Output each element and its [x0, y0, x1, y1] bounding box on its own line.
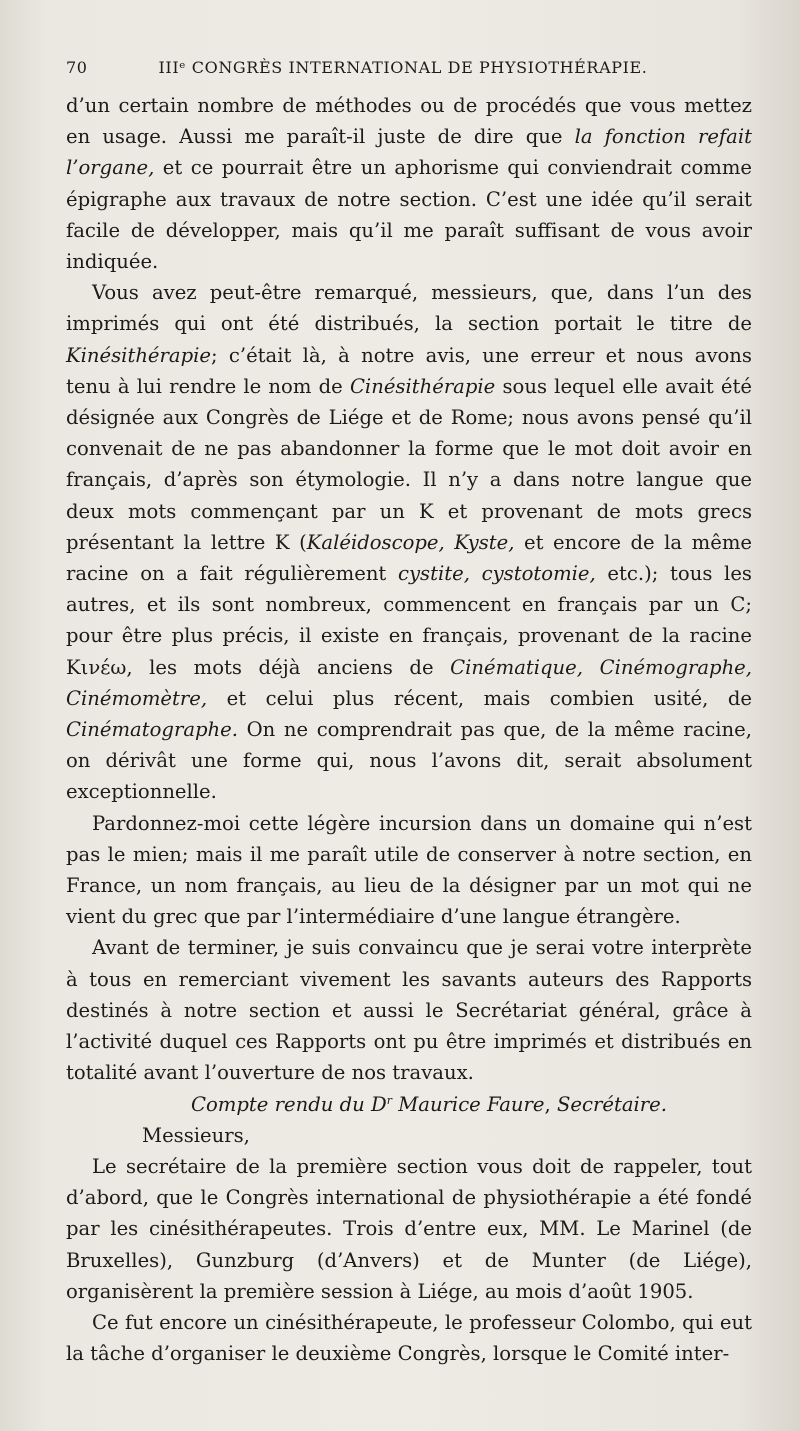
salutation: Messieurs, — [142, 1123, 250, 1147]
caption-text-a: Compte rendu du D — [191, 1092, 387, 1116]
p1-text-a: d’un certain nombre de méthodes ou de procédés que vous mettez en usage. Aussi me paraît-il juste de dire que — [66, 94, 752, 149]
p2-text-g: et encore de la même racine on a fait régulièrement — [66, 530, 752, 586]
paragraph-2 — [66, 277, 752, 807]
running-head — [66, 58, 740, 84]
paragraph-6: Ce fut encore un cinésithérapeute, le professeur Colombo, qui eut la tâche d’organiser le deuxième Congrès, lorsque le Comité inter- — [66, 1310, 752, 1366]
p2-text-k: et celui plus récent, mais combien usité, de — [207, 686, 752, 710]
p2-text-e: sous lequel elle avait été désignée aux Congrès de Liége et de Rome; nous avons pensé qu’il convenait de ne pas abandonner la forme que le mot doit avoir en français, d’après son étymologie. Il n’y a dans notre langue que deux mots commençant par un K et provenant de mots grecs présentant la lettre K ( — [66, 374, 752, 554]
caption-superscript: r — [386, 1093, 392, 1107]
p2-text-a: Vous avez peut-être remarqué, messieurs, que, dans l’un des imprimés qui ont été distribués, la section portait le titre de — [66, 281, 752, 336]
p1-text-c: et ce pourrait être un aphorisme qui conviendrait comme épigraphe aux travaux de notre section. C’est une idée qu’il serait facile de développer, mais qu’il me paraît suffisant de vous avoir indiquée. — [66, 156, 752, 274]
p2-text-i: etc.); tous les autres, et ils sont nombreux, commencent en français par un C; pour être plus précis, il existe en français, provenant de la racine Κινέω, les mots déjà anciens de — [66, 562, 752, 679]
page-number: 70 — [66, 58, 88, 77]
p2-italic-cine-words: Cinématique, Cinémographe, Cinémomètre, — [66, 655, 753, 710]
p2-italic-cinesitherapie: Cinésithérapie — [349, 374, 496, 398]
paragraph-3: Pardonnez-moi cette légère incursion dans un domaine qui n’est pas le mien; mais il me paraît utile de conserver à notre section, en France, un nom français, au lieu de la désigner par un mot qui ne vient du grec que par l’intermédiaire d’une langue étrangère. — [66, 811, 752, 929]
p2-text-m: On ne comprendrait pas que, de la même racine, on dérivât une forme qui, nous l’avons dit, serait absolument exceptionnelle. — [66, 718, 752, 804]
caption-role: Secrétaire. — [557, 1092, 667, 1116]
p2-italic-k-words: Kaléidoscope, Kyste, — [306, 530, 515, 554]
paragraph-5: Le secrétaire de la première section vous doit de rappeler, tout d’abord, que le Congrès international de physiothérapie a été fondé par les cinésithérapeutes. Trois d’entre eux, MM. Le Marinel (de Bruxelles), Gunzburg (d’Anvers) et de Munter (de Liége), organisèrent la première session à Liége, au mois d’août 1905. — [66, 1154, 752, 1303]
running-title: IIIᵉ CONGRÈS INTERNATIONAL DE PHYSIOTHÉRAPIE. — [158, 58, 648, 77]
section-caption — [66, 1089, 752, 1120]
p2-italic-kinesitherapie: Kinésithérapie — [66, 343, 211, 367]
p2-italic-cystite: cystite, cystotomie, — [398, 562, 596, 586]
caption-comma: , — [544, 1092, 557, 1116]
p1-italic-aphorism: la fonction refait l’organe, — [66, 125, 753, 180]
body-text — [66, 90, 752, 1369]
p2-text-c: ; c’était là, à notre avis, une erreur et nous avons tenu à lui rendre le nom de — [66, 343, 752, 398]
p2-italic-cinematographe: Cinématographe. — [66, 718, 238, 742]
paragraph-4: Avant de terminer, je suis convaincu que je serai votre interprète à tous en remerciant vivement les savants auteurs des Rapports destinés à notre section et aussi le Secrétariat général, grâce à l’activité duquel ces Rapports ont pu être imprimés et distribués en totalité avant l’ouverture de nos travaux. — [66, 936, 752, 1085]
paragraph-1 — [66, 90, 752, 277]
caption-author: Maurice Faure — [391, 1092, 545, 1116]
